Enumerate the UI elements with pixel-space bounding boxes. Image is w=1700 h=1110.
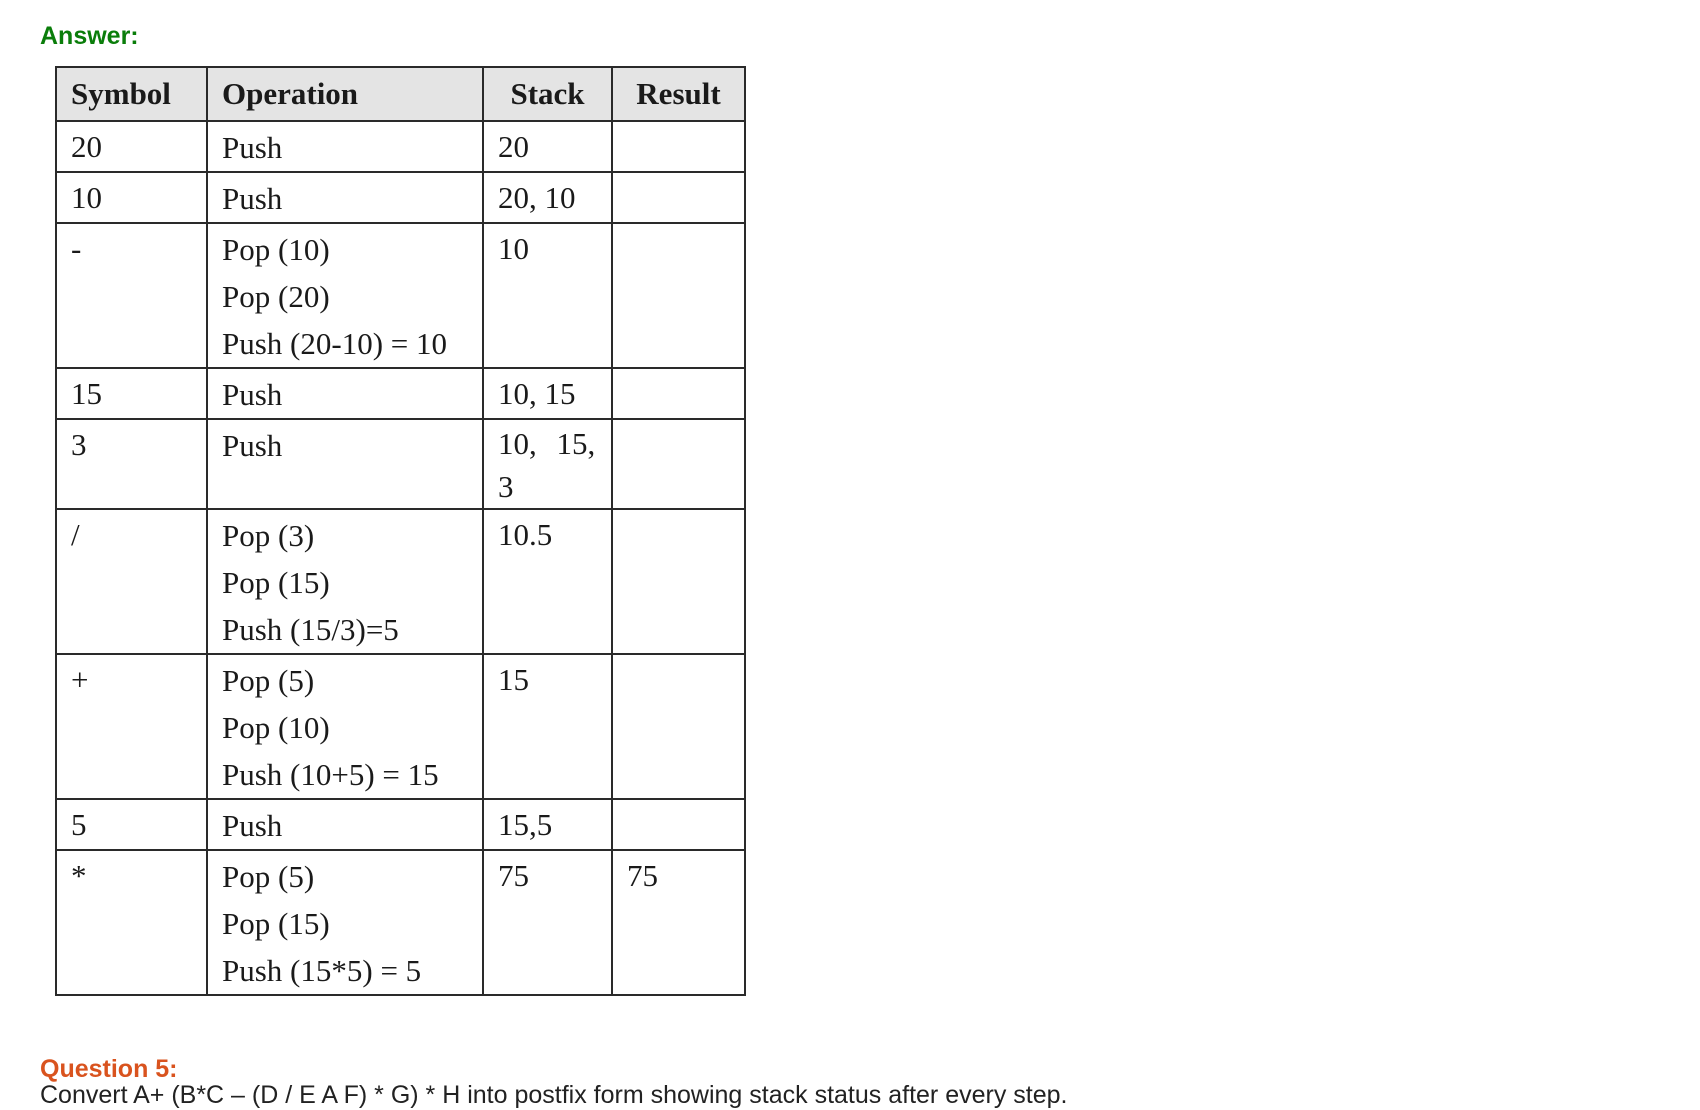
operation-line: Pop (3) [222,518,315,553]
table-row [56,654,745,799]
stack-cell [483,419,612,509]
table-row [56,799,745,850]
operation-cell [207,799,483,850]
symbol-cell: 20 [56,121,207,172]
operation-line: Push [222,377,283,412]
operation-cell [207,223,483,368]
table-row [56,172,745,223]
symbol-cell: / [56,509,207,654]
symbol-cell: 5 [56,799,207,850]
symbol-cell: 15 [56,368,207,419]
symbol-cell: * [56,850,207,995]
table-row [56,509,745,654]
result-cell [612,509,745,654]
operation-line: Push [222,808,283,843]
operation-cell [207,368,483,419]
header-symbol: Symbol [56,67,207,121]
stack-cell: 15 [483,654,612,799]
table-row [56,368,745,419]
result-cell [612,172,745,223]
operation-cell [207,850,483,995]
operation-line: Push (10+5) = 15 [222,757,439,792]
operation-line: Push [222,181,283,216]
table-row [56,419,745,509]
operation-cell [207,654,483,799]
operation-line: Pop (5) [222,663,315,698]
header-result: Result [612,67,745,121]
question-text: Convert A+ (B*C – (D / E A F) * G) * H into postfix form showing stack status after every step. [40,1081,1068,1109]
operation-cell [207,121,483,172]
operation-line: Pop (10) [222,232,330,267]
stack-cell: 75 [483,850,612,995]
result-cell: 75 [612,850,745,995]
result-cell [612,419,745,509]
question-label: Question 5: [40,1055,178,1083]
operation-line: Push [222,428,283,463]
result-cell [612,223,745,368]
table-header-row [56,67,745,121]
header-stack: Stack [483,67,612,121]
stack-evaluation-table [55,66,746,996]
table-row [56,121,745,172]
operation-line: Push (15/3)=5 [222,612,399,647]
result-cell [612,654,745,799]
symbol-cell: - [56,223,207,368]
table-row [56,223,745,368]
stack-cell: 10 [483,223,612,368]
stack-cell: 20 [483,121,612,172]
operation-line: Pop (15) [222,906,330,941]
header-operation: Operation [207,67,483,121]
result-cell [612,799,745,850]
symbol-cell: 10 [56,172,207,223]
symbol-cell: + [56,654,207,799]
result-cell [612,121,745,172]
stack-cell: 15,5 [483,799,612,850]
operation-cell [207,419,483,509]
operation-line: Pop (10) [222,710,330,745]
operation-line: Pop (20) [222,279,330,314]
symbol-cell: 3 [56,419,207,509]
stack-cell: 10, 15 [483,368,612,419]
operation-line: Push (15*5) = 5 [222,953,422,988]
table-row [56,850,745,995]
operation-line: Push (20-10) = 10 [222,326,448,361]
result-cell [612,368,745,419]
operation-line: Push [222,130,283,165]
stack-value: 10, 15, 3 [498,426,596,504]
answer-label: Answer: [40,22,139,50]
stack-cell: 10.5 [483,509,612,654]
stack-cell: 20, 10 [483,172,612,223]
operation-line: Pop (15) [222,565,330,600]
operation-cell [207,172,483,223]
operation-line: Pop (5) [222,859,315,894]
operation-cell [207,509,483,654]
